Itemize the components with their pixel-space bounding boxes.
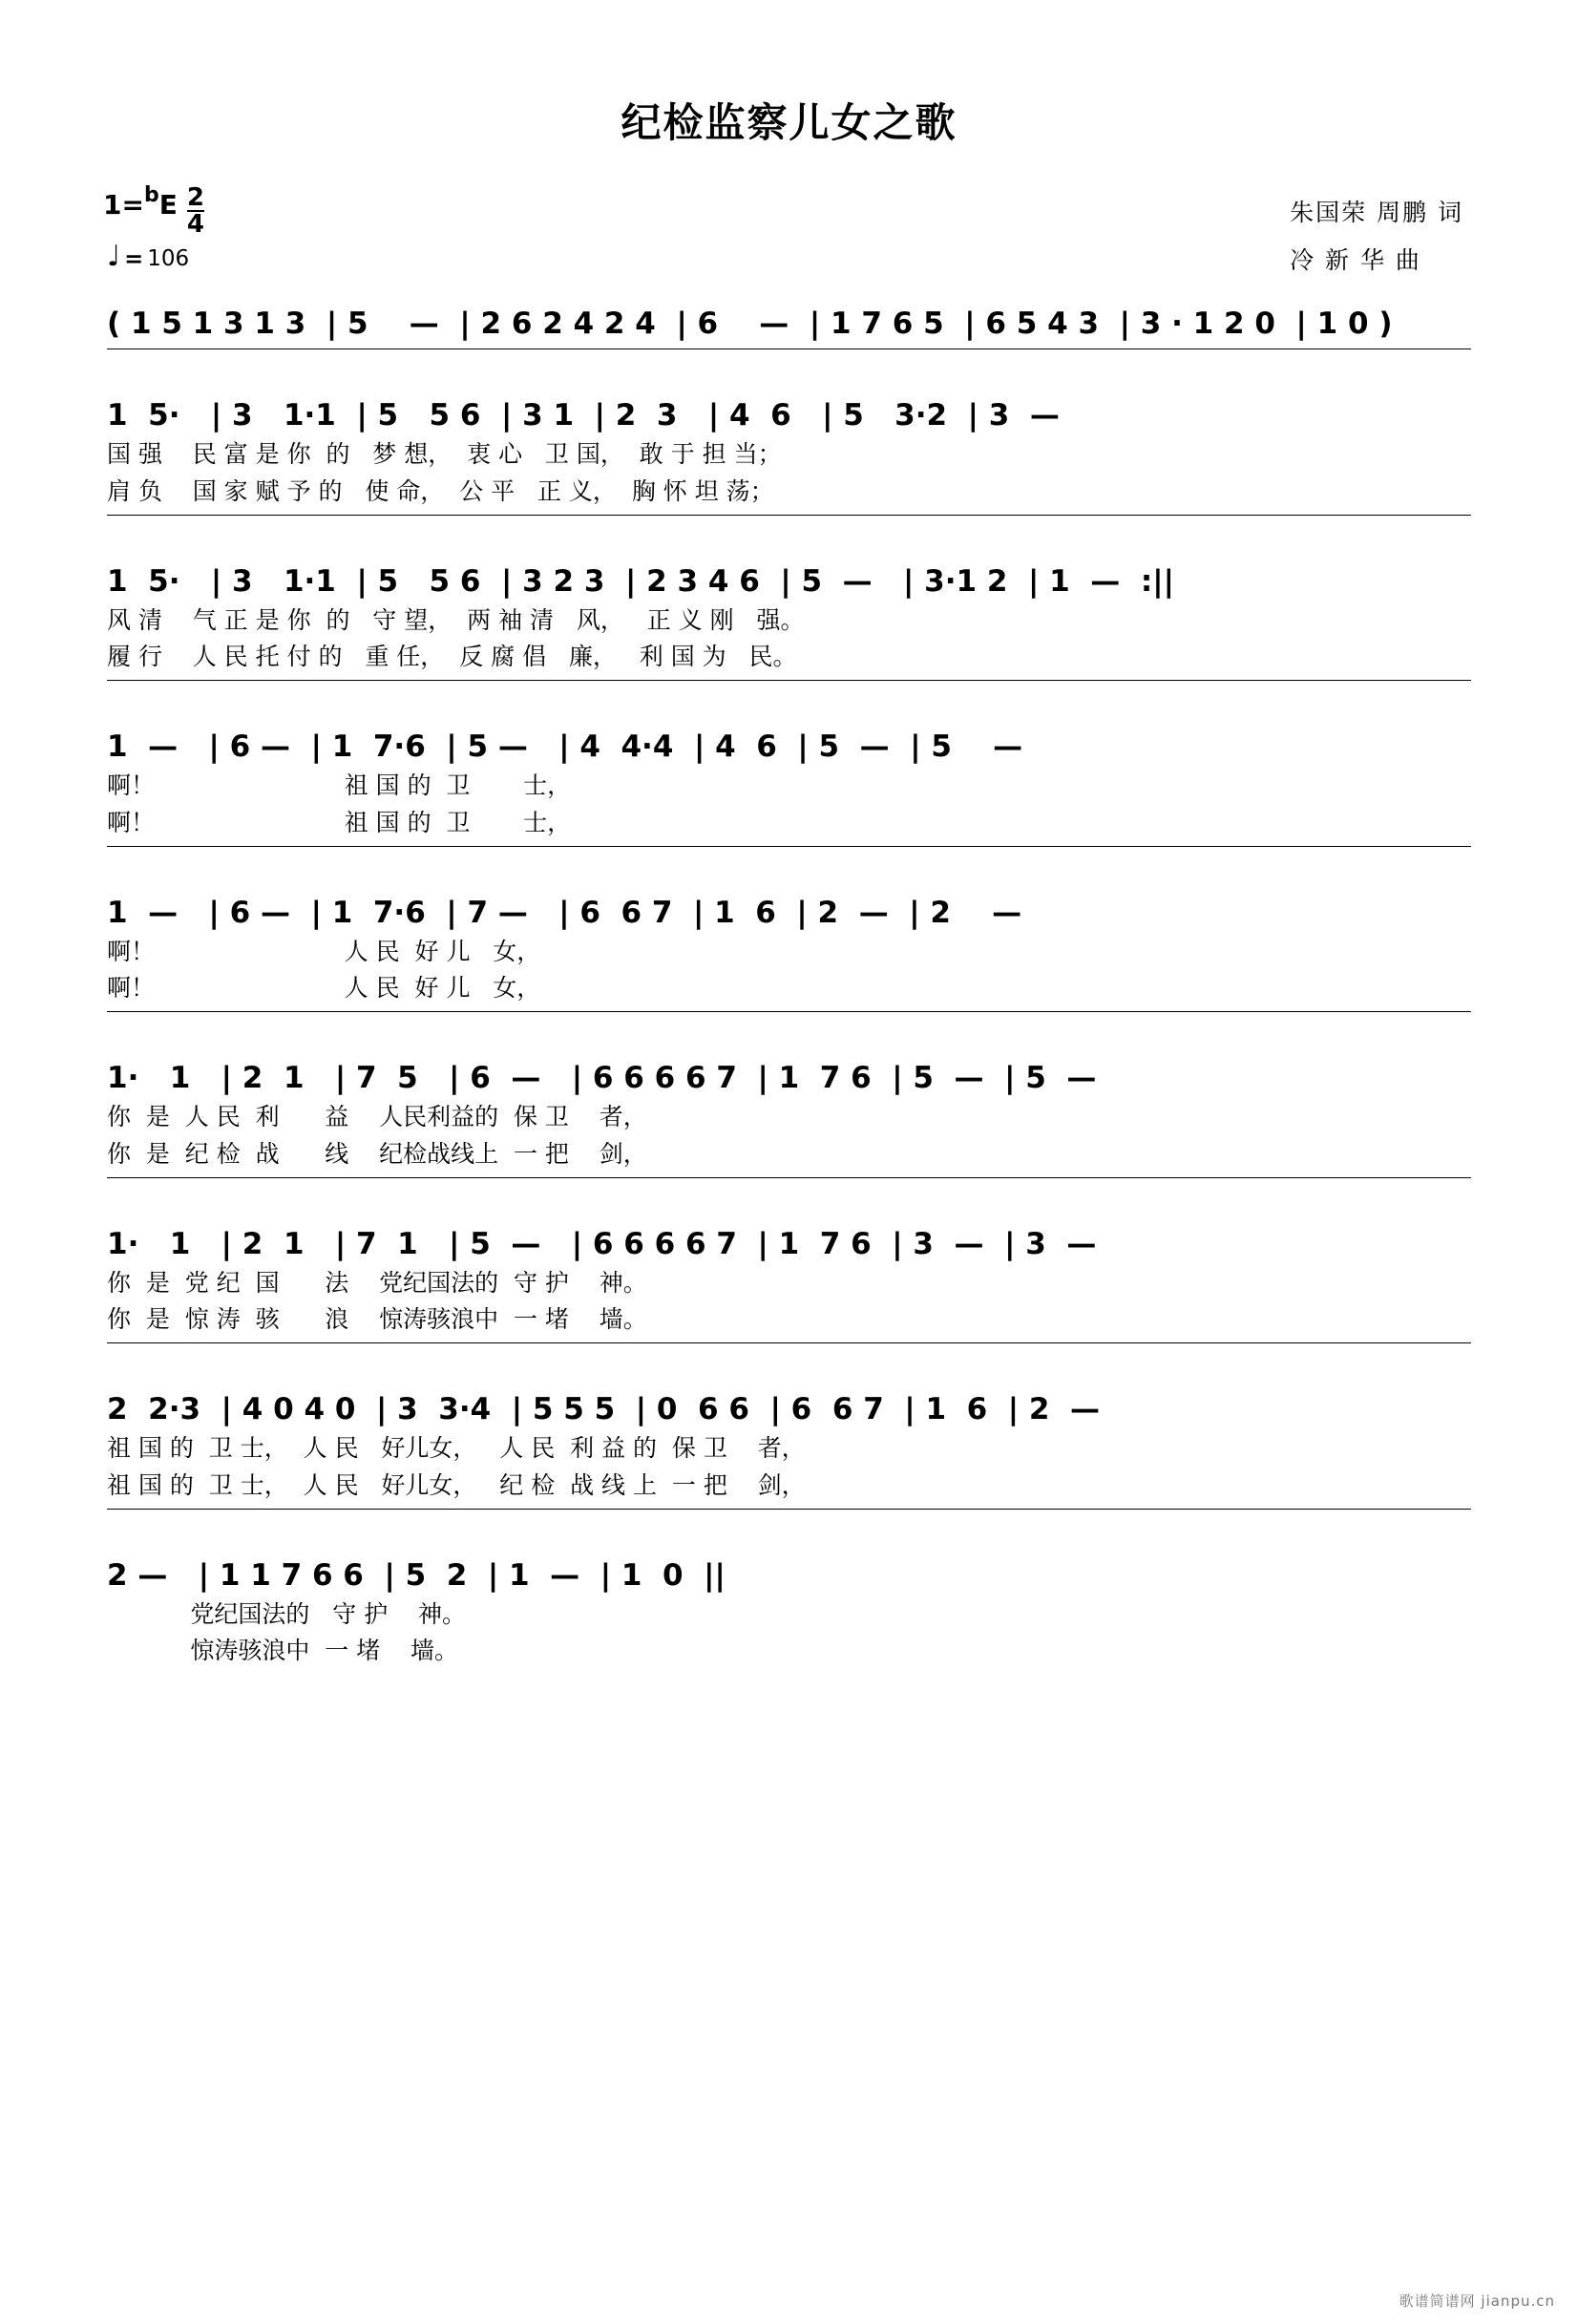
staff-rule — [107, 515, 1471, 516]
lyric-line-1: 啊！ 人 民 好 儿 女， — [107, 937, 541, 965]
staff-rule — [107, 1342, 1471, 1343]
key-signature — [103, 183, 204, 241]
time-signature-denominator: 4 — [186, 210, 204, 239]
tempo-marking — [107, 240, 190, 273]
staff-rule — [107, 846, 1471, 847]
credits — [1290, 189, 1463, 285]
notation-line: 1 5· | 3 1·1 | 5 5 6 | 3 2 3 | 2 3 4 6 | 5 — | 3·1 2 | 1 — :|| — [107, 563, 1174, 599]
music-system — [107, 388, 1471, 516]
music-system — [107, 1050, 1471, 1178]
notation-line: ( 1 5 1 3 1 3 | 5 — | 2 6 2 4 2 4 | 6 — | 1 7 6 5 | 6 5 4 3 | 3 · 1 2 0 | 1 0 ) — [107, 306, 1393, 341]
music-system — [107, 1548, 1471, 1671]
lyric-line-1: 你 是 人 民 利 益 人民利益的 保 卫 者， — [107, 1103, 647, 1130]
score-header — [0, 181, 1578, 296]
notation-line: 2 2·3 | 4 0 4 0 | 3 3·4 | 5 5 5 | 0 6 6 | 6 6 7 | 1 6 | 2 — — [107, 1392, 1101, 1426]
quarter-note-icon: ♩ — [107, 240, 121, 273]
notation-line: 1 5· | 3 1·1 | 5 5 6 | 3 1 | 2 3 | 4 6 | 5 3·2 | 3 — — [107, 398, 1060, 433]
lyric-line-1: 国 强 民 富 是 你 的 梦 想， 衷 心 卫 国， 敢 于 担 当； — [107, 440, 782, 468]
lyric-line-1: 风 清 气 正 是 你 的 守 望， 两 袖 清 风， 正 义 刚 强。 — [107, 605, 805, 634]
lyricist: 朱国荣 周鹏 词 — [1290, 199, 1463, 226]
lyric-line-2: 惊涛骇浪中 一 堵 墙。 — [107, 1637, 459, 1665]
music-system — [107, 1216, 1471, 1344]
notation-line: 1· 1 | 2 1 | 7 5 | 6 — | 6 6 6 6 7 | 1 7 6 | 5 — | 5 — — [107, 1061, 1097, 1095]
lyric-line-1: 党纪国法的 守 护 神。 — [107, 1599, 466, 1628]
lyric-line-1: 祖 国 的 卫 士， 人 民 好儿女， 人 民 利 益 的 保 卫 者， — [107, 1434, 806, 1462]
music-system — [107, 296, 1471, 349]
lyric-line-1: 啊！ 祖 国 的 卫 士， — [107, 771, 572, 799]
flat-icon: b — [143, 183, 159, 207]
staff-rule — [107, 1177, 1471, 1178]
sheet-music-page — [0, 92, 1578, 2324]
lyric-line-2: 你 是 惊 涛 骇 浪 惊涛骇浪中 一 堵 墙。 — [107, 1305, 647, 1334]
tempo-equals: = — [124, 245, 144, 272]
music-system — [107, 554, 1471, 682]
key-letter: E — [158, 189, 178, 221]
notation-line: 1 — | 6 — | 1 7·6 | 7 — | 6 6 7 | 1 6 | 2 — | 2 — — [107, 895, 1022, 930]
source-watermark: 歌谱简谱网 jianpu.cn — [1399, 2292, 1555, 2310]
notation-line: 1· 1 | 2 1 | 7 1 | 5 — | 6 6 6 6 7 | 1 7 6 | 3 — | 3 — — [107, 1226, 1097, 1261]
music-system — [107, 719, 1471, 847]
composer: 冷 新 华 曲 — [1290, 246, 1421, 274]
notation-line: 2 — | 1 1 7 6 6 | 5 2 | 1 — | 1 0 || — [107, 1557, 726, 1593]
music-system — [107, 1382, 1471, 1510]
music-system — [107, 885, 1471, 1013]
lyric-line-1: 你 是 党 纪 国 法 党纪国法的 守 护 神。 — [107, 1268, 647, 1297]
key-signature-label: 1= — [103, 189, 144, 221]
lyric-line-2: 啊！ 祖 国 的 卫 士， — [107, 808, 572, 836]
time-signature-numerator: 2 — [186, 183, 204, 212]
staff-rule — [107, 680, 1471, 681]
lyric-line-2: 履 行 人 民 托 付 的 重 任， 反 腐 倡 廉， 利 国 为 民。 — [107, 643, 797, 671]
staff-rule — [107, 1011, 1471, 1012]
lyric-line-2: 啊！ 人 民 好 儿 女， — [107, 974, 541, 1003]
tempo-value: 106 — [147, 246, 190, 271]
notation-line: 1 — | 6 — | 1 7·6 | 5 — | 4 4·4 | 4 6 | 5 — | 5 — — [107, 729, 1023, 764]
page-title: 纪检监察儿女之歌 — [621, 99, 957, 146]
lyric-line-2: 祖 国 的 卫 士， 人 民 好儿女， 纪 检 战 线 上 一 把 剑， — [107, 1470, 806, 1499]
music-systems — [0, 296, 1578, 1670]
lyric-line-2: 肩 负 国 家 赋 予 的 使 命， 公 平 正 义， 胸 怀 坦 荡； — [107, 476, 774, 505]
time-signature — [187, 185, 204, 237]
staff-rule — [107, 1509, 1471, 1510]
lyric-line-2: 你 是 纪 检 战 线 纪检战线上 一 把 剑， — [107, 1139, 647, 1168]
